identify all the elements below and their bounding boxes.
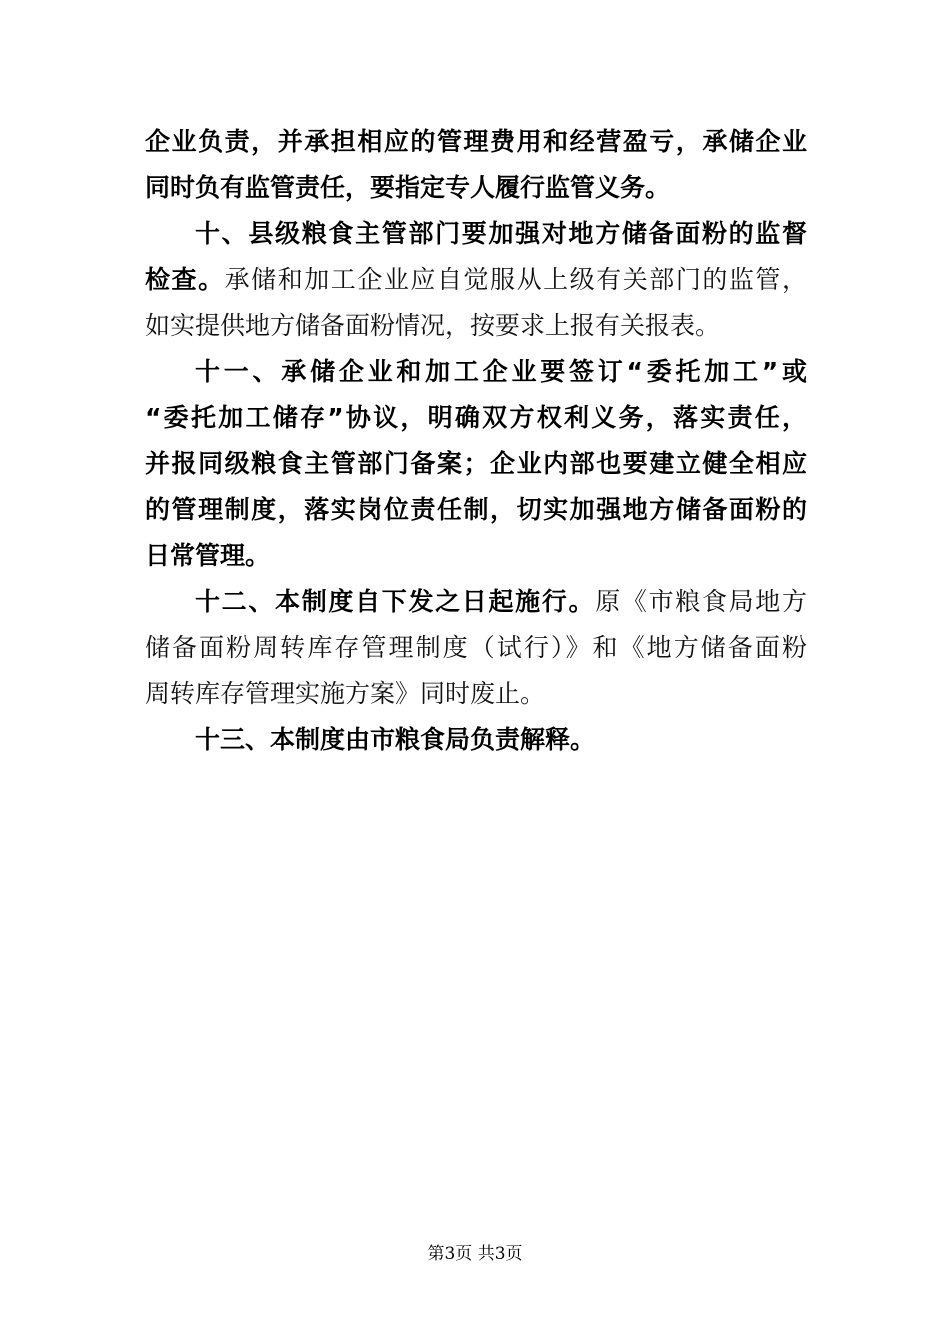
body-text: 十二、本制度自下发之日起施行。 — [195, 587, 596, 616]
body-text: 企业负责，并承担相应的管理费用和经营盈亏，承储企业 — [145, 127, 807, 156]
page-number: 第3页 共3页 — [427, 1244, 523, 1264]
body-text: 如实提供地方储备面粉情况，按要求上报有关报表。 — [145, 311, 721, 340]
paragraph-line — [145, 168, 807, 208]
paragraph-line — [145, 628, 807, 668]
body-text: 的管理制度，落实岗位责任制，切实加强地方储备面粉的 — [145, 495, 807, 524]
body-text: 原《市粮食局地方 — [595, 587, 807, 616]
body-text: 日常管理。 — [145, 541, 271, 570]
body-text: 十、县级粮食主管部门要加强对地方储备面粉的监督 — [195, 219, 807, 248]
body-text: 并报同级粮食主管部门备案；企业内部也要建立健全相应 — [145, 449, 807, 478]
paragraph-line — [145, 490, 807, 530]
paragraph-line — [145, 536, 807, 576]
body-text: “委托加工储存”协议，明确双方权利义务，落实责任， — [145, 403, 807, 432]
body-text: 同时负有监管责任，要指定专人履行监管义务。 — [145, 173, 671, 202]
paragraph-line — [195, 352, 807, 392]
paragraph-line — [195, 582, 807, 622]
paragraph-line — [145, 260, 807, 300]
body-text: 十三、本制度由市粮食局负责解释。 — [195, 725, 596, 754]
body-text: 承储和加工企业应自觉服从上级有关部门的监管， — [224, 265, 807, 294]
paragraph-line — [195, 214, 807, 254]
paragraph-line — [145, 398, 807, 438]
body-text: 储备面粉周转库存管理制度（试行）》和《地方储备面粉 — [145, 633, 807, 662]
body-text: 十一、承储企业和加工企业要签订“委托加工”或 — [195, 357, 807, 386]
paragraph-line — [145, 444, 807, 484]
paragraph-line — [195, 720, 807, 760]
body-text: 周转库存管理实施方案》同时废止。 — [145, 679, 546, 708]
body-text: 检查。 — [145, 265, 225, 294]
page-number-footer — [0, 1242, 950, 1266]
paragraph-line — [145, 122, 807, 162]
paragraph-line — [145, 674, 807, 714]
paragraph-line — [145, 306, 807, 346]
